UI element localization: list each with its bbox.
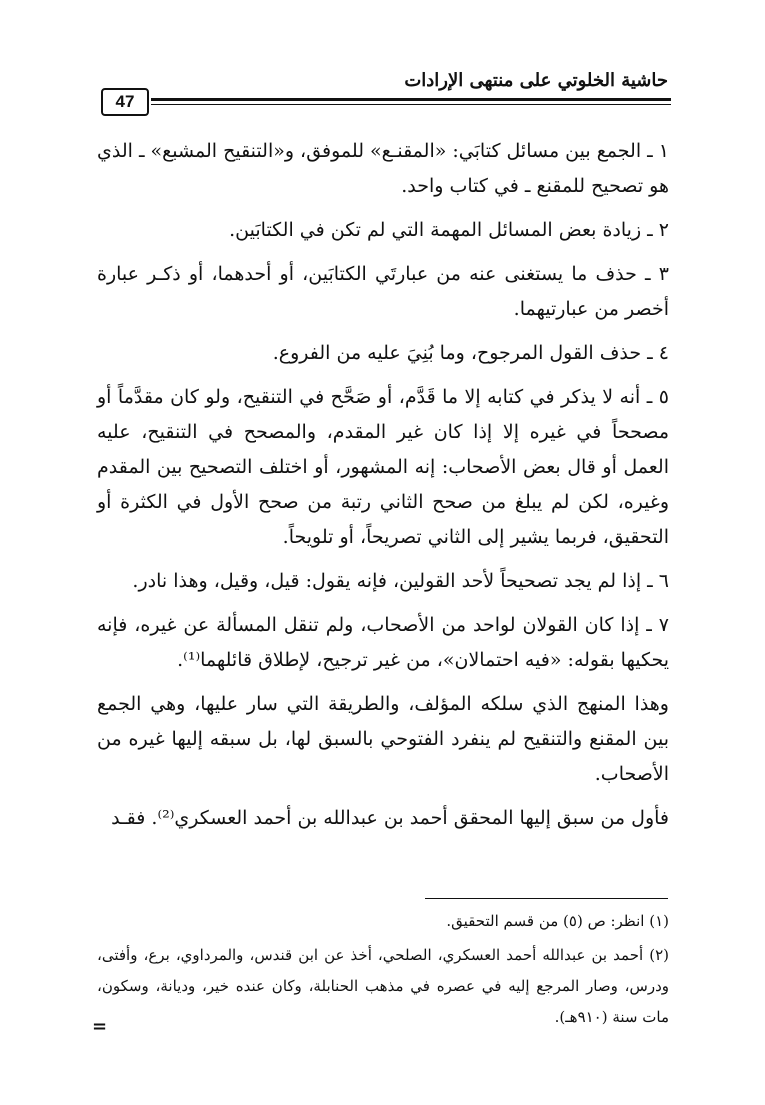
- running-title: حاشية الخلوتي على منتهى الإرادات: [404, 70, 668, 91]
- paragraph-8: وهذا المنهج الذي سلكه المؤلف، والطريقة التي سار عليها، وهي الجمع بين المقنع والتنقيح لم ينفرد الفتوحي بالسبق لها، بل سبقه إليها غيره من الأصحاب.: [97, 693, 669, 785]
- footnote-separator: [425, 898, 668, 899]
- paragraph-7: ٧ ـ إذا كان القولان لواحد من الأصحاب، ولم تنقل المسألة عن غيره، فإنه يحكيها بقوله: «فيه احتمالان»، من غير ترجيح، لإطلاق قائلهما⁽¹⁾.: [97, 614, 669, 671]
- header-rule-thin: [151, 104, 671, 105]
- paragraph-5: ٥ ـ أنه لا يذكر في كتابه إلا ما قَدَّم، أو صَحَّح في التنقيح، ولو كان مقدَّماً أو مصححاً في غيره إلا إذا كان غير المقدم، والمصحح في التنقيح، عليه العمل أو قال بعض الأصحاب: إنه المشهور، أو اختلف التصحيح بين المقدم وغيره، لكن لم يبلغ من صحح الثاني رتبة من صحح الأول في الكثرة أو التحقيق، فربما يشير إلى الثاني تصريحاً، أو تلويحاً.: [97, 386, 670, 548]
- paragraph-1: ١ ـ الجمع بين مسائل كتابَي: «المقنـع» للموفق، و«التنقيح المشبع» ـ الذي هو تصحيح للمقنع ـ في كتاب واحد.: [97, 140, 669, 197]
- paragraph-4: ٤ ـ حذف القول المرجوح، وما بُنِيَ عليه من الفروع.: [272, 342, 669, 364]
- page-number: 47: [101, 88, 149, 116]
- paragraph-3: ٣ ـ حذف ما يستغنى عنه من عبارتَي الكتابَين، أو أحدهما، أو ذكـر عبارة أخصر من عبارتيهما.: [97, 263, 669, 320]
- paragraph-9: فأول من سبق إليها المحقق أحمد بن عبدالله بن أحمد العسكري⁽²⁾. فقـد: [111, 807, 669, 829]
- footnotes: [97, 906, 669, 1036]
- paragraph-2: ٢ ـ زيادة بعض المسائل المهمة التي لم تكن في الكتابَين.: [229, 219, 669, 241]
- body-text: [97, 134, 669, 845]
- footnote-2: (٢) أحمد بن عبدالله أحمد العسكري، الصلحي، أخذ عن ابن قندس، والمرداوي، برع، وأفتى، ودرس، وصار المرجع إليه في عصره في مذهب الحنابلة، وكان عنده خير، وديانة، وسكون، مات سنة (٩١٠هـ).: [97, 946, 669, 1026]
- paragraph-6: ٦ ـ إذا لم يجد تصحيحاً لأحد القولين، فإنه يقول: قيل، وقيل، وهذا نادر.: [132, 570, 669, 592]
- header-rule: [151, 98, 671, 101]
- footnote-1: (١) انظر: ص (٥) من قسم التحقيق.: [446, 912, 669, 930]
- continuation-mark: =: [92, 1016, 108, 1037]
